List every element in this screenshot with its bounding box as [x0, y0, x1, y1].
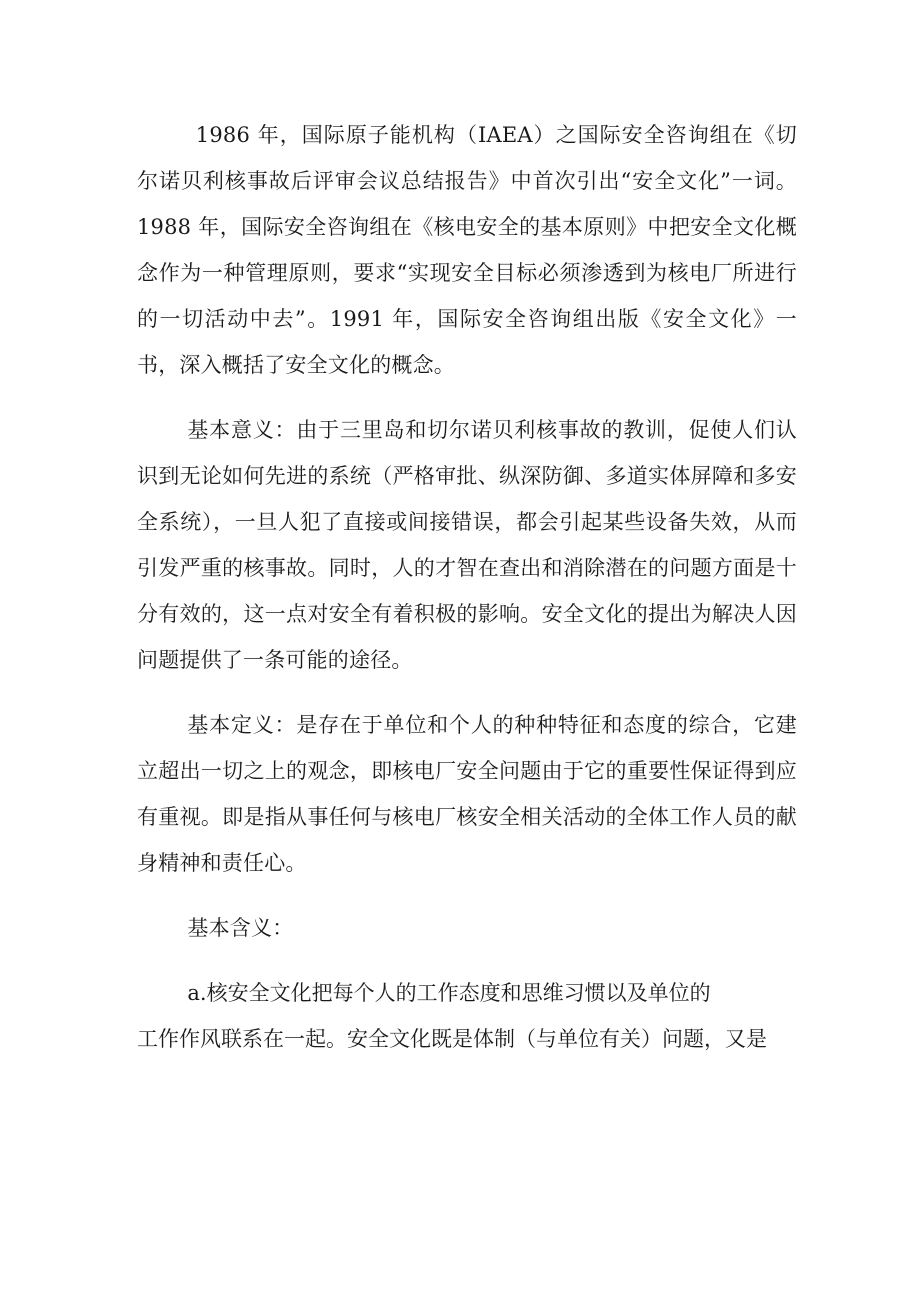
- document-page: [137, 112, 797, 1062]
- paragraph-basic-connotation-heading: 基本含义：: [187, 916, 294, 940]
- list-item-a-first-line: a.核安全文化把每个人的工作态度和思维习惯以及单位的: [187, 981, 711, 1005]
- paragraph-basic-definition: 基本定义：是存在于单位和个人的种种特征和态度的综合，它建立超出一切之上的观念，即核电厂安全问题由于它的重要性保证得到应有重视。即是指从事任何与核电厂核安全相关活动的全体工作人员的献身精神和责任心。: [137, 713, 797, 875]
- paragraph-history: 1986 年，国际原子能机构（IAEA）之国际安全咨询组在《切尔诺贝利核事故后评审会议总结报告》中首次引出“安全文化”一词。1988 年，国际安全咨询组在《核电安全的基本原则》中把安全文化概念作为一种管理原则，要求“实现安全目标必须渗透到为核电厂所进行的一切活动中去”。1991 年，国际安全咨询组出版《安全文化》一书，深入概括了安全文化的概念。: [137, 123, 797, 377]
- paragraph-basic-meaning: 基本意义：由于三里岛和切尔诺贝利核事故的教训，促使人们认识到无论如何先进的系统（严格审批、纵深防御、多道实体屏障和多安全系统），一旦人犯了直接或间接错误，都会引起某些设备失效，从而引发严重的核事故。同时，人的才智在查出和消除潜在的问题方面是十分有效的，这一点对安全有着积极的影响。安全文化的提出为解决人因问题提供了一条可能的途径。: [137, 418, 797, 672]
- list-item-a-continuation: 工作作风联系在一起。安全文化既是体制（与单位有关）问题，又是: [137, 1027, 767, 1051]
- list-item-a: [137, 970, 797, 1062]
